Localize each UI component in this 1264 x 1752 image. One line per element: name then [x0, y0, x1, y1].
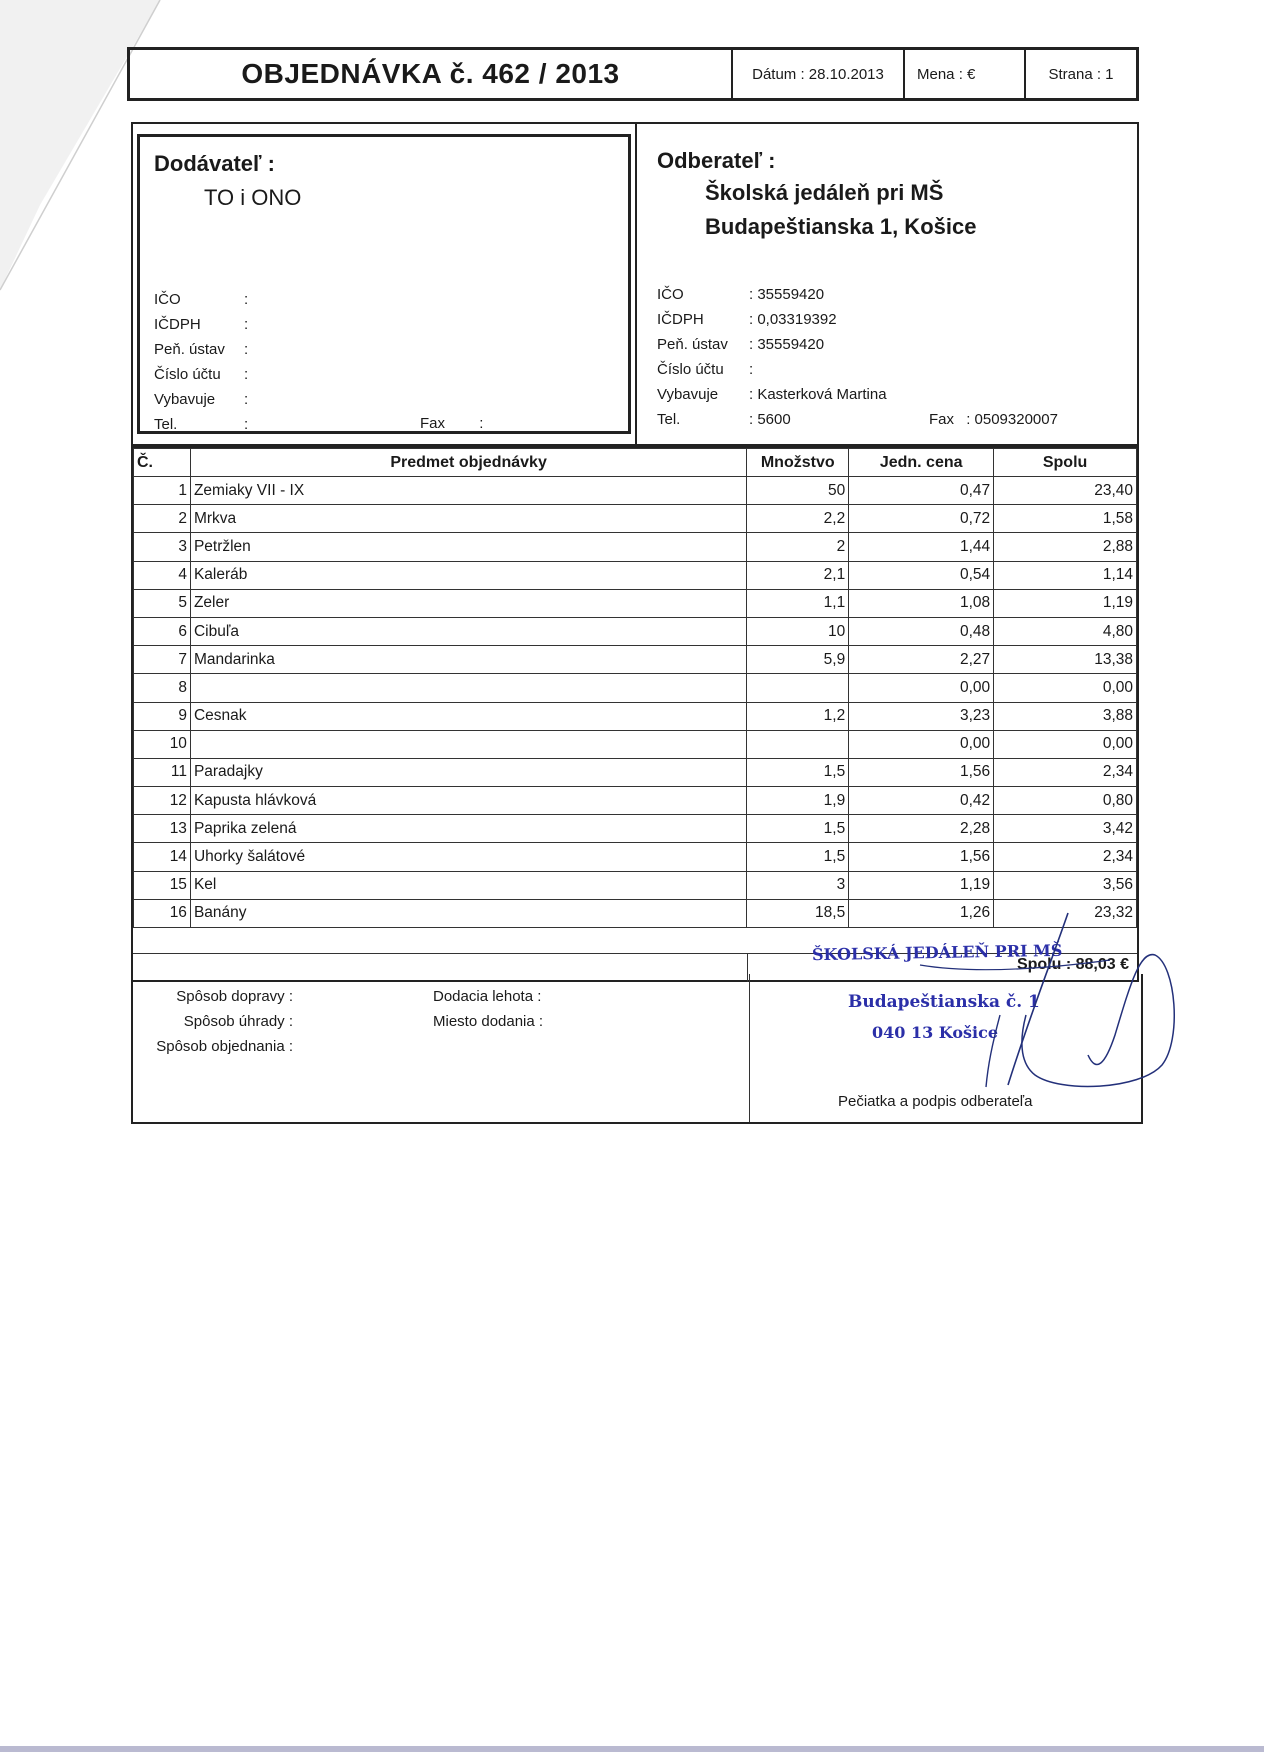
- customer-fax-value: : 0509320007: [966, 411, 1058, 428]
- row-unit-price: 1,26: [849, 899, 994, 927]
- col-header-total: Spolu: [994, 449, 1137, 477]
- table-row: [134, 617, 1137, 645]
- table-row: [134, 843, 1137, 871]
- customer-field-row: [657, 357, 887, 382]
- parties-section: [131, 122, 1139, 446]
- row-quantity: 18,5: [747, 899, 849, 927]
- table-row: [134, 589, 1137, 617]
- items-section: [131, 446, 1139, 982]
- row-number: 3: [134, 533, 191, 561]
- row-quantity: 10: [747, 617, 849, 645]
- table-row: [134, 871, 1137, 899]
- row-total: 2,34: [994, 843, 1137, 871]
- row-quantity: 1,5: [747, 815, 849, 843]
- row-item: Mrkva: [190, 505, 746, 533]
- col-header-number: Č.: [134, 449, 191, 477]
- customer-field-value: : 35559420: [749, 336, 825, 353]
- signature-caption: Pečiatka a podpis odberateľa: [838, 1093, 1033, 1110]
- row-item: Kapusta hlávková: [190, 787, 746, 815]
- row-quantity: 1,5: [747, 843, 849, 871]
- order-currency: Mena : €: [903, 50, 1024, 98]
- row-total: 3,88: [994, 702, 1137, 730]
- row-total: 0,00: [994, 730, 1137, 758]
- customer-field-value: : Kasterková Martina: [749, 386, 887, 403]
- row-item: Kaleráb: [190, 561, 746, 589]
- row-unit-price: 1,08: [849, 589, 994, 617]
- supplier-field-value: :: [244, 416, 249, 433]
- table-row: [134, 787, 1137, 815]
- supplier-field-row: [154, 412, 248, 437]
- transport-method: Spôsob dopravy :: [176, 988, 293, 1005]
- customer-box: [635, 124, 1137, 444]
- row-number: 2: [134, 505, 191, 533]
- customer-field-value: : 35559420: [749, 286, 825, 303]
- row-number: 15: [134, 871, 191, 899]
- row-unit-price: 0,72: [849, 505, 994, 533]
- order-date: Dátum : 28.10.2013: [731, 50, 903, 98]
- customer-fax: [929, 407, 1058, 432]
- customer-field-key: Číslo účtu: [657, 361, 724, 378]
- row-item: Petržlen: [190, 533, 746, 561]
- signature-icon: [900, 905, 1190, 1100]
- row-total: 1,14: [994, 561, 1137, 589]
- row-quantity: 2,2: [747, 505, 849, 533]
- table-row: [134, 646, 1137, 674]
- customer-label: Odberateľ :: [657, 148, 776, 173]
- customer-field-row: [657, 382, 887, 407]
- row-item: Cesnak: [190, 702, 746, 730]
- row-total: 13,38: [994, 646, 1137, 674]
- row-unit-price: 0,00: [849, 730, 994, 758]
- row-total: 2,34: [994, 758, 1137, 786]
- supplier-field-key: Číslo účtu: [154, 366, 221, 383]
- delivery-time: Dodacia lehota :: [433, 988, 542, 1005]
- supplier-field-key: Vybavuje: [154, 391, 216, 408]
- customer-fax-label: Fax: [929, 411, 955, 428]
- row-item: Paprika zelená: [190, 815, 746, 843]
- row-item: Zeler: [190, 589, 746, 617]
- row-number: 1: [134, 477, 191, 505]
- supplier-box: [137, 134, 631, 434]
- row-total: 4,80: [994, 617, 1137, 645]
- col-header-quantity: Množstvo: [747, 449, 849, 477]
- row-number: 16: [134, 899, 191, 927]
- supplier-name: TO i ONO: [204, 185, 302, 210]
- table-header-row: [134, 449, 1137, 477]
- supplier-field-value: :: [244, 366, 249, 383]
- row-item: Zemiaky VII - IX: [190, 477, 746, 505]
- row-quantity: 1,5: [747, 758, 849, 786]
- table-row: [134, 702, 1137, 730]
- table-row: [134, 815, 1137, 843]
- customer-name-line1: Školská jedáleň pri MŠ: [705, 180, 944, 205]
- customer-name-line2: Budapeštianska 1, Košice: [705, 214, 977, 239]
- customer-field-row: [657, 332, 887, 357]
- row-item: Uhorky šalátové: [190, 843, 746, 871]
- row-quantity: 1,2: [747, 702, 849, 730]
- row-number: 10: [134, 730, 191, 758]
- table-row: [134, 674, 1137, 702]
- row-unit-price: 0,48: [849, 617, 994, 645]
- customer-field-value: : 0,03319392: [749, 311, 837, 328]
- row-total: 0,00: [994, 674, 1137, 702]
- supplier-fields: [154, 287, 248, 437]
- row-total: 23,40: [994, 477, 1137, 505]
- order-header: [127, 47, 1139, 101]
- customer-fields: [657, 282, 887, 432]
- stamp-line-2: Budapeštianska č. 1: [848, 992, 1040, 1012]
- row-quantity: 1,9: [747, 787, 849, 815]
- table-row: [134, 477, 1137, 505]
- row-number: 13: [134, 815, 191, 843]
- supplier-field-value: :: [244, 391, 249, 408]
- row-total: 0,80: [994, 787, 1137, 815]
- supplier-fax-label: Fax: [420, 415, 446, 432]
- row-unit-price: 0,54: [849, 561, 994, 589]
- supplier-field-key: Peň. ústav: [154, 341, 225, 358]
- row-total: 23,32: [994, 899, 1137, 927]
- customer-field-key: IČDPH: [657, 311, 704, 328]
- customer-field-row: [657, 407, 887, 432]
- table-row: [134, 730, 1137, 758]
- row-number: 12: [134, 787, 191, 815]
- row-number: 8: [134, 674, 191, 702]
- row-quantity: 1,1: [747, 589, 849, 617]
- ordering-method: Spôsob objednania :: [156, 1038, 293, 1055]
- row-item: Paradajky: [190, 758, 746, 786]
- col-header-unit-price: Jedn. cena: [849, 449, 994, 477]
- customer-field-key: Tel.: [657, 411, 681, 428]
- customer-field-key: Peň. ústav: [657, 336, 728, 353]
- row-item: Kel: [190, 871, 746, 899]
- customer-field-row: [657, 282, 887, 307]
- supplier-field-row: [154, 362, 248, 387]
- delivery-place: Miesto dodania :: [433, 1013, 544, 1030]
- row-quantity: 2: [747, 533, 849, 561]
- row-item: [190, 674, 746, 702]
- supplier-field-key: Tel.: [154, 416, 178, 433]
- row-number: 11: [134, 758, 191, 786]
- table-row: [134, 505, 1137, 533]
- row-unit-price: 3,23: [849, 702, 994, 730]
- items-table: [133, 448, 1137, 928]
- row-number: 5: [134, 589, 191, 617]
- row-quantity: [747, 674, 849, 702]
- supplier-field-row: [154, 312, 248, 337]
- col-header-item: Predmet objednávky: [190, 449, 746, 477]
- row-unit-price: 0,00: [849, 674, 994, 702]
- row-unit-price: 1,44: [849, 533, 994, 561]
- stamp-line-1: ŠKOLSKÁ JEDÁLEŇ PRI MŠ: [811, 940, 1063, 965]
- row-item: Mandarinka: [190, 646, 746, 674]
- row-unit-price: 2,27: [849, 646, 994, 674]
- supplier-field-key: IČDPH: [154, 316, 201, 333]
- supplier-field-value: :: [244, 291, 249, 308]
- row-unit-price: 1,56: [849, 758, 994, 786]
- row-number: 6: [134, 617, 191, 645]
- supplier-field-value: :: [244, 316, 249, 333]
- row-total: 1,19: [994, 589, 1137, 617]
- order-sum: Spolu : 88,03 €: [1016, 956, 1129, 973]
- supplier-field-value: :: [244, 341, 249, 358]
- supplier-field-row: [154, 287, 248, 312]
- row-unit-price: 0,47: [849, 477, 994, 505]
- row-quantity: 3: [747, 871, 849, 899]
- customer-field-key: Vybavuje: [657, 386, 719, 403]
- customer-field-key: IČO: [657, 286, 684, 303]
- row-item: Cibuľa: [190, 617, 746, 645]
- row-total: 3,42: [994, 815, 1137, 843]
- table-row: [134, 533, 1137, 561]
- row-unit-price: 0,42: [849, 787, 994, 815]
- row-number: 7: [134, 646, 191, 674]
- row-unit-price: 2,28: [849, 815, 994, 843]
- row-unit-price: 1,19: [849, 871, 994, 899]
- row-number: 14: [134, 843, 191, 871]
- supplier-label: Dodávateľ :: [154, 151, 275, 176]
- row-total: 2,88: [994, 533, 1137, 561]
- row-number: 4: [134, 561, 191, 589]
- customer-field-value: :: [749, 361, 754, 378]
- row-total: 1,58: [994, 505, 1137, 533]
- row-item: [190, 730, 746, 758]
- row-quantity: [747, 730, 849, 758]
- order-page: Strana : 1: [1024, 50, 1136, 98]
- row-quantity: 5,9: [747, 646, 849, 674]
- payment-method: Spôsob úhrady :: [183, 1013, 293, 1030]
- table-row: [134, 561, 1137, 589]
- scan-bottom-edge: [0, 1746, 1264, 1752]
- row-unit-price: 1,56: [849, 843, 994, 871]
- row-quantity: 50: [747, 477, 849, 505]
- supplier-field-key: IČO: [154, 291, 181, 308]
- order-title: OBJEDNÁVKA č. 462 / 2013: [241, 58, 620, 89]
- supplier-fax-value: :: [479, 415, 484, 432]
- row-quantity: 2,1: [747, 561, 849, 589]
- row-number: 9: [134, 702, 191, 730]
- row-item: Banány: [190, 899, 746, 927]
- supplier-field-row: [154, 337, 248, 362]
- supplier-field-row: [154, 387, 248, 412]
- row-total: 3,56: [994, 871, 1137, 899]
- stamp-line-3: 040 13 Košice: [872, 1023, 999, 1042]
- customer-field-row: [657, 307, 887, 332]
- table-row: [134, 758, 1137, 786]
- supplier-fax: [420, 411, 483, 436]
- customer-field-value: : 5600: [749, 411, 791, 428]
